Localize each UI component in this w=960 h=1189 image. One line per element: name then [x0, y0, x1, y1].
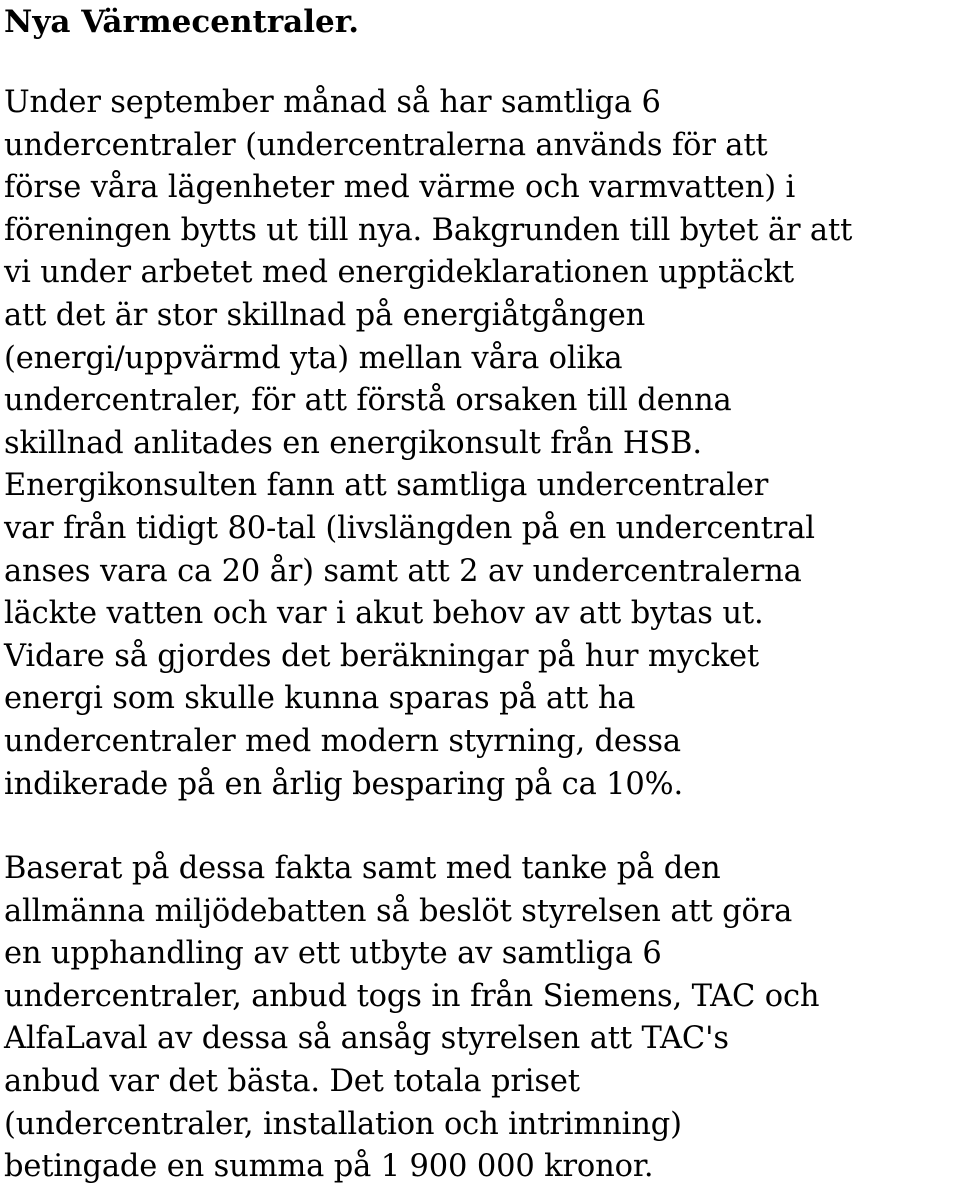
text-line: allmänna miljödebatten så beslöt styrelsen att göra: [4, 893, 793, 929]
text-line: Vidare så gjordes det beräkningar på hur mycket: [4, 638, 759, 674]
text-line: Under september månad så har samtliga 6: [4, 85, 661, 120]
text-line: läckte vatten och var i akut behov av att bytas ut.: [4, 596, 764, 632]
text-line: undercentraler, för att förstå orsaken till denna: [4, 383, 732, 419]
text-line: undercentraler med modern styrning, dessa: [4, 723, 681, 759]
text-line: vi under arbetet med energideklarationen upptäckt: [4, 255, 794, 291]
paragraph-2: [4, 848, 956, 1189]
document-title: Nya Värmecentraler.: [4, 4, 360, 40]
text-line: (energi/uppvärmd yta) mellan våra olika: [4, 340, 623, 376]
text-line: AlfaLaval av dessa så ansåg styrelsen att TAC's: [4, 1021, 729, 1057]
text-line: (undercentraler, installation och intrimning): [4, 1106, 682, 1142]
text-line: Energikonsulten fann att samtliga undercentraler: [4, 468, 769, 504]
document-page: [4, 0, 956, 1189]
text-line: indikerade på en årlig besparing på ca 10%.: [4, 766, 684, 802]
text-line: anses vara ca 20 år) samt att 2 av undercentralerna: [4, 553, 802, 589]
text-line: energi som skulle kunna sparas på att ha: [4, 681, 636, 717]
text-line: var från tidigt 80-tal (livslängden på en undercentral: [4, 510, 815, 546]
paragraph-1: [4, 82, 956, 806]
text-line: anbud var det bästa. Det totala priset: [4, 1064, 580, 1100]
text-line: Baserat på dessa fakta samt med tanke på den: [4, 851, 721, 887]
text-line: förse våra lägenheter med värme och varmvatten) i: [4, 170, 796, 206]
text-line: föreningen bytts ut till nya. Bakgrunden till bytet är att: [4, 212, 853, 248]
text-line: undercentraler, anbud togs in från Siemens, TAC och: [4, 978, 820, 1014]
text-line: att det är stor skillnad på energiåtgången: [4, 297, 646, 333]
text-line: undercentraler (undercentralerna används för att: [4, 127, 768, 163]
text-line: en upphandling av ett utbyte av samtliga 6: [4, 936, 662, 972]
text-line: skillnad anlitades en energikonsult från HSB.: [4, 425, 702, 461]
text-line: betingade en summa på 1 900 000 kronor.: [4, 1149, 654, 1185]
